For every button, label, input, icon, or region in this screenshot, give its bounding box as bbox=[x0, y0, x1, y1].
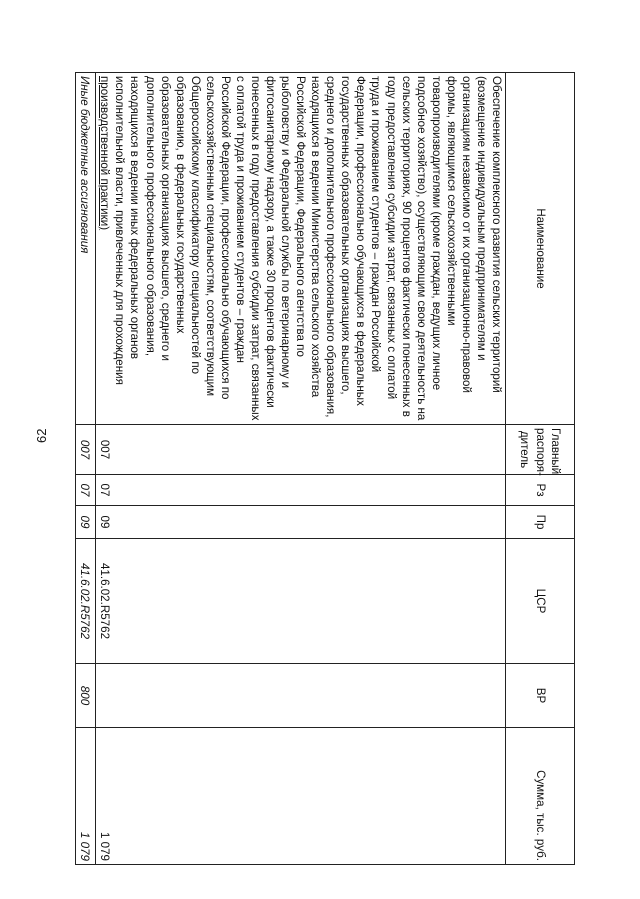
row-sum: 1 079 bbox=[96, 728, 506, 865]
row-name: Иные бюджетные ассигнования bbox=[76, 73, 96, 425]
table-row bbox=[76, 73, 96, 865]
header-name: Наименование bbox=[506, 73, 575, 425]
header-vr: ВР bbox=[506, 664, 575, 728]
header-rz: Рз bbox=[506, 475, 575, 506]
row-rz: 07 bbox=[76, 475, 96, 506]
header-pr: Пр bbox=[506, 506, 575, 539]
row-pr: 09 bbox=[96, 506, 506, 539]
header-row bbox=[506, 73, 575, 865]
page-number: 62 bbox=[34, 428, 49, 443]
row-gp: 007 bbox=[96, 425, 506, 475]
header-gp: Главный распоря-дитель bbox=[506, 425, 575, 475]
row-name-underlined: производственной практики) bbox=[98, 76, 112, 231]
row-csr: 41.6.02.R5762 bbox=[76, 539, 96, 664]
row-name-text: Обеспечение комплексного развития сельских территорий (возмещение индивидуальным предпринимателям и организациям независимо от их организационно-правовой формы, являющимся сельскохозяйственными товаропроизводителями (кроме граждан, ведущих личное подсобное хозяйство), осуществляющим свою деятельность на сельских территориях, 90 процентов фактически понесенных в году предоставления субсидии затрат, связанных с оплатой труда и проживанием студентов – граждан Российской Федерации, профессионально обучающихся в федеральных государственных образовательных организациях высшего, среднего и дополнительного профессионального образования, находящихся в ведении Министерства сельского хозяйства Российской Федерации, Федерального агентства по рыболовству и Федеральной службы по ветеринарному и фитосанитарному надзору, а также 30 процентов фактически понесенных в году предоставления субсидии затрат, связанных с оплатой труда и проживанием студентов – граждан Российской Федерации, профессионально обучающихся по сельскохозяйственным специальностям, соответствующим Общероссийскому классификатору специальностей по образованию, в федеральных государственных образовательных организациях высшего, среднего и дополнительного профессионального образования, находящихся в ведении иных федеральных органов исполнительной власти, привлеченных для прохождения bbox=[113, 76, 503, 421]
budget-table bbox=[75, 72, 575, 865]
row-sum: 1 079 bbox=[76, 728, 96, 865]
row-gp: 007 bbox=[76, 425, 96, 475]
header-csr: ЦСР bbox=[506, 539, 575, 664]
row-csr: 41.6.02.R5762 bbox=[96, 539, 506, 664]
table-row bbox=[96, 73, 506, 865]
row-vr: 800 bbox=[76, 664, 96, 728]
row-pr: 09 bbox=[76, 506, 96, 539]
rotated-page bbox=[78, 72, 575, 864]
row-name bbox=[96, 73, 506, 425]
row-vr bbox=[96, 664, 506, 728]
row-rz: 07 bbox=[96, 475, 506, 506]
header-sum: Сумма, тыс. руб. bbox=[506, 728, 575, 865]
